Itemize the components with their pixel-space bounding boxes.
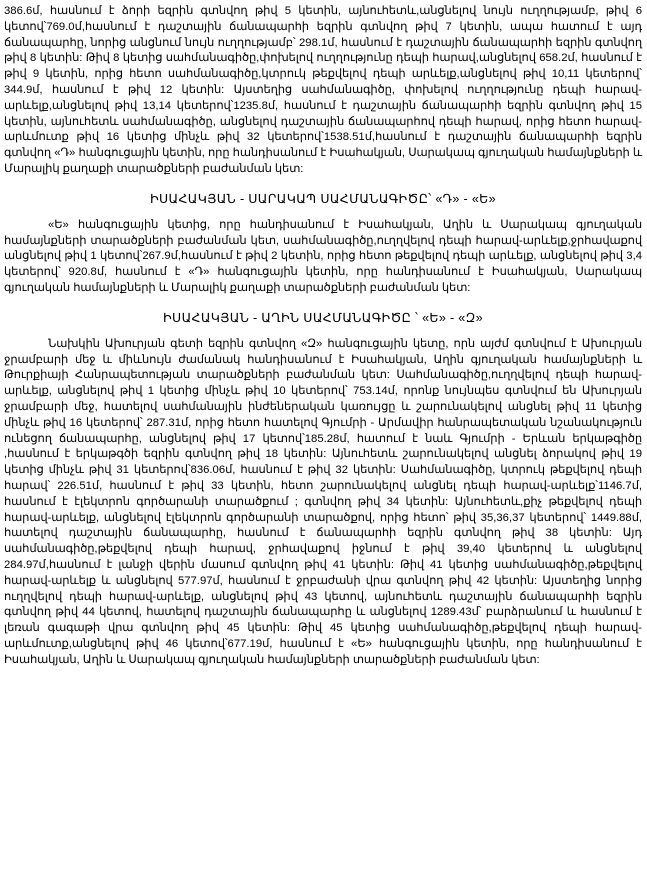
section-heading-isahakyan-sarakap: ԻՍԱՀԱԿՅԱՆ - ՍԱՐԱԿԱՊ ՍԱՀՄԱՆԱԳԻԾԸ՝ «Դ» - «Ե» bbox=[150, 191, 496, 206]
paragraph-isahakyan-aghin-boundary: Նախկին Ախուրյան գետի եզրին գտնվող «Զ» հանգուցային կետը, որն այժմ գտնվում է Ախուրյան ջրամբարի մեջ և միևնույն ժամանակ հանդիսանում է Իսահակյան, Աղին գյուղական համայնքների և Թուրքիայի Հանրապետության տարածքների բաժանման կետ: Սահմանագիծը,ուղղվելով դեպի հարավ-արևելք, անցնելով թիվ 1 կետից մինչև թիվ 10 կետերով՝ 753.14մ, որոնք նույնպես գտնվում են Ախուրյան ջրամբարի մեջ, հատելով սահմանային ինժեներական կառույցը և շարունակելով անցնել թիվ 11 կետից մինչև թիվ 16 կետերով՝ 287.31մ, որից հետո հատելով Գյումրի - Արմավիր հանրապետական նշանակություն ունեցող ճանապարհը, անցնելով թիվ 17 կետով՝185.28մ, հատում է նաև Գյումրի - Երևան երկաթգիծը ,հասնում է երկաթգծի եզրին գտնվող թիվ 18 կետին: Այնուհետև շարունակելով անցնել ձորակով թիվ 19 կետից մինչև թիվ 31 կետերով՝836.06մ, հասնում է թիվ 32 կետին: Սահմանագիծը, կտրուկ թեքվելով դեպի հարավ՝ 226.51մ, հասնում է թիվ 33 կետին, հետո շարունակելով անցնել դեպի հարավ-արևելք՝1146.7մ, հասնում է էլեկտրոն գործարանի տարածքում ; գտնվող թիվ 34 կետին: Այնուհետև,քիչ թեքվելով դեպի հարավ-արևելք, անցնելով էլեկտրոն գործարանի տարածքով, որից հետո՝ թիվ 35,36,37 կետերով՝ 1449.88մ, հատելով դաշտային ճանապարհը, հասնում է ճանապարհի եզրին գտնվող թիվ 38 կետին: Այդ սահմանագիծը,թեքվելով դեպի հարավ, ջրհավաքով իջնում է թիվ 39,40 կետերով և անցնելով 284.97մ,հասնում է լանջի վերին մասում գտնվող թիվ 41 կետին: Թիվ 41 կետից սահմանագիծը,թեքվելով հարավ-արևելք և անցնելով 577.97մ, հասնում է ջրբաժանի վրա գտնվող թիվ 42 կետին: Այստեղից նորից ուղղվելով դեպի հարավ-արևելք, անցնելով թիվ 43 կետով, այնուհետև դաշտային ճանապարհի եզրին գտնվող թիվ 44 կետով, հատելով դաշտային ճանապարհը և անցնելով 1289.43մ՝ բարձրանում և հասնում է լեռան գագաթի վրա գտնվող թիվ 45 կետին: Թիվ 45 կետից սահմանագիծը,թեքվելով դեպի հարավ-արևմուտք,անցնելով թիվ 46 կետով՝677.19մ, հասնում է «Ե» հանգուցային կետին, որը հանդիսանում է Իսահակյան, Աղին և Սարակապ գյուղական համայնքների տարածքների բաժանման կետ: bbox=[4, 337, 642, 666]
paragraph-boundary-continuation: 386.6մ, հասնում է ձորի եզրին գտնվող թիվ 5 կետին, այնուհետև,անցնելով նույն ուղղությամբ, թիվ 6 կետով՝769.0մ,հասնում է դաշտային ճանապարհի եզրին գտնվող թիվ 7 կետին, ապա հատում է այդ ճանապարհը, նորից անցնում նույն ուղղությամբ՝ 298.1մ, հասնում է դաշտային ճանապարհի եզրին գտնվող թիվ 8 կետին: Թիվ 8 կետից սահմանագիծը,փոխելով ուղղությունը դեպի հարավ,անցնելով 658.2մ, հասնում է թիվ 9 կետին, որից հետո սահմանագիծը,կտրուկ թեքվելով դեպի արևելք,անցնելով թիվ 10,11 կետերով՝ 344.9մ, հասնում է թիվ 12 կետին: Այստեղից սահմանագիծը, փոխելով ուղղությունը դեպի հարավ-արևելք,անցնելով թիվ 13,14 կետերով՝1235.8մ, հասնում է դաշտային ճանապարհի եզրին գտնվող թիվ 15 կետին, այնուհետև սահմանագիծը, անցնելով դաշտային ճանապարհով դեպի հարավ, որից հետո հարավ-արևմուտք թիվ 16 կետից մինչև թիվ 32 կետերով՝1538.51մ,հասնում է դաշտային ճանապարհի եզրին գտնվող «Դ» հանգուցային կետին, որը հանդիսանում է Իսահակյան, Սարակապ գյուղական համայնքների և Մարալիկ քաղաքի տարածքների բաժանման կետ: bbox=[4, 5, 642, 175]
paragraph-isahakyan-sarakap-boundary: «Ե» հանգուցային կետից, որը հանդիսանում է Իսահակյան, Աղին և Սարակապ գյուղական համայնքների տարածքների բաժանման կետ, սահմանագիծը,ուղղվելով դեպի հարավ-արևելք,ջրհավաքով անցնելով թիվ 1 կետով՝267.9մ,հասնում է թիվ 2 կետին, որից հետո թեքվելով դեպի արևելք, անցնելով թիվ 3,4 կետերով՝ 920.8մ, հասնում է «Դ» հանգուցային կետին, որը հանդիսանում է Իսահակյան, Սարակապ գյուղական համայնքների և Մարալիկ քաղաքի տարածքների բաժանման կետ: bbox=[4, 218, 642, 294]
section-heading-isahakyan-aghin: ԻՍԱՀԱԿՅԱՆ - ԱՂԻՆ ՍԱՀՄԱՆԱԳԻԾԸ ՝ «Ե» - «Զ» bbox=[163, 310, 483, 325]
document-page bbox=[4, 4, 642, 882]
